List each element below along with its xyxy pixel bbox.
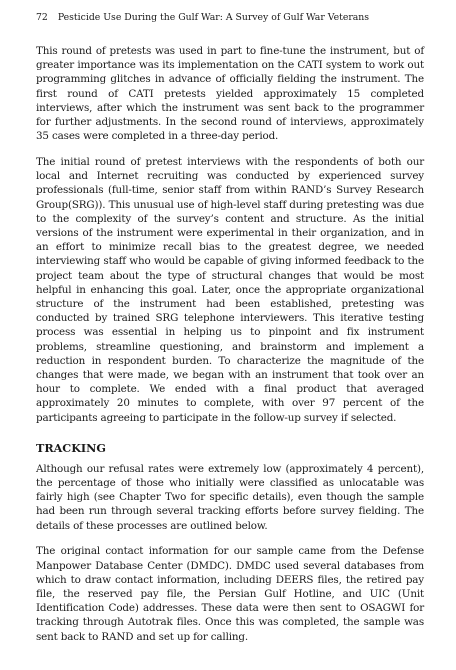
body-text <box>36 44 424 655</box>
page-number: 72 <box>36 12 48 23</box>
paragraph: This round of pretests was used in part to fine-tune the instrument, but of greater importance was its implementation on the CATI system to work out programming glitches in advance of officially fielding the instrument. The first round of CATI pretests yielded approximately 15 completed interviews, after which the instrument was sent back to the programmer for further adjustments. In the second round of interviews, approximately 35 cases were completed in a three-day period. <box>36 45 424 143</box>
paragraph: The original contact information for our sample came from the Defense Manpower Database Center (DMDC). DMDC used several databases from which to draw contact information, including DEERS files, the retired pay file, the reserved pay file, the Persian Gulf Hotline, and UIC (Unit Identification Code) addresses. These data were then sent to OSAGWI for tracking through Autotrak files. Once this was completed, the sample was sent back to RAND and set up for calling. <box>36 545 424 643</box>
section-heading: TRACKING <box>36 440 106 455</box>
running-header <box>36 12 436 24</box>
paragraph: The initial round of pretest interviews with the respondents of both our local and Internet recruiting was conducted by experienced survey professionals (full-time, senior staff from within RAND’s Survey Research Group(SRG)). This unusual use of high-level staff during pretesting was due to the complexity of the survey’s content and structure. As the initial versions of the instrument were experimental in their organization, and in an effort to minimize recall bias to the greatest degree, we needed interviewing staff who would be capable of giving informed feedback to the project team about the type of structural changes that would be most helpful in enhancing this goal. Later, once the appropriate organizational structure of the instrument had been established, pretesting was conducted by trained SRG telephone interviewers. This iterative testing process was essential in helping us to pinpoint and fix instrument problems, streamline questioning, and brainstorm and implement a reduction in respondent burden. To characterize the magnitude of the changes that were made, we began with an instrument that took over an hour to complete. We ended with a final product that averaged approximately 20 minutes to complete, with over 97 percent of the participants agreeing to participate in the follow-up survey if selected. <box>36 155 424 424</box>
paragraph: Although our refusal rates were extremely low (approximately 4 percent), the percentage of those who initially were classified as unlocatable was fairly high (see Chapter Two for specific details), even though the sample had been run through several tracking efforts before survey fielding. The details of these processes are outlined below. <box>36 462 424 532</box>
running-title: Pesticide Use During the Gulf War: A Survey of Gulf War Veterans <box>57 12 370 23</box>
